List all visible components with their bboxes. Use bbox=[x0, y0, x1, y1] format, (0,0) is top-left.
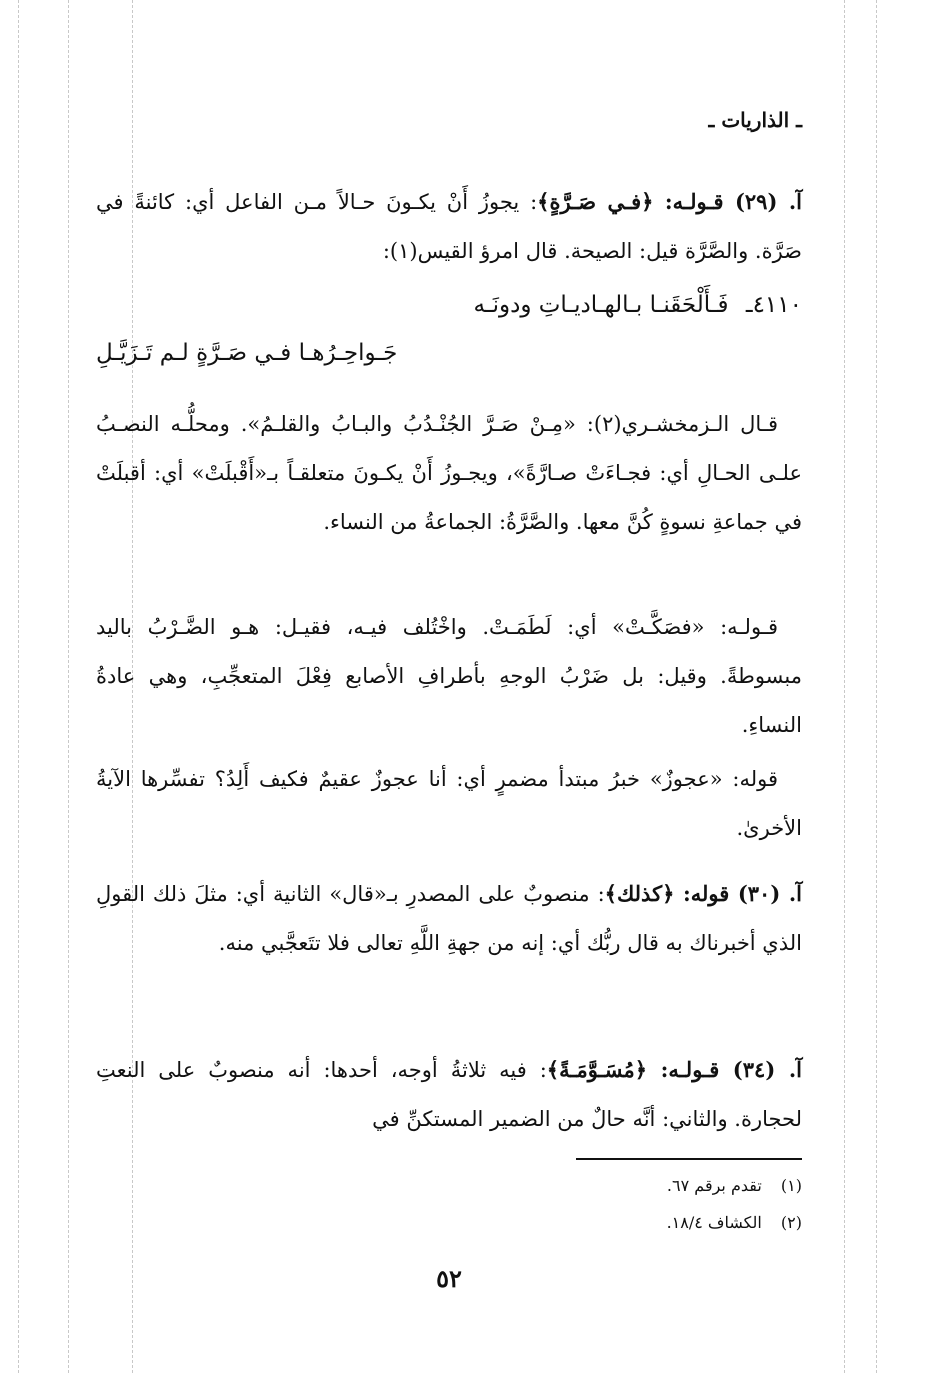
paragraph-ajuz bbox=[96, 755, 802, 853]
paragraph-text: قـال الـزمخشـري(٢): «مِـنْ صَـرَّ الجُنْـدُبُ والبـابُ والقلـمُ». ومحلُّـه النصـبُ علـى الحـالِ أي: فجـاءَتْ صـارَّةً»، ويجـوزُ أَنْ يكـونَ متعلقـاً بـ«أَقْبلَتْ» أي: أقبلَتْ في جماعةِ نسوةٍ كُنَّ معها. والصَّرَّةُ: الجماعةُ من النساء. bbox=[96, 412, 802, 534]
paragraph-fasakkat bbox=[96, 603, 802, 750]
ayah-lead: آ. (٣٠) قوله: ﴿كذلك﴾ bbox=[604, 881, 802, 906]
scan-margin-line bbox=[18, 0, 19, 1373]
running-header: ـ الذاريات ـ bbox=[708, 108, 802, 132]
scan-margin-line bbox=[844, 0, 845, 1373]
ayah-lead: آ. (٢٩) قـولـه: ﴿فـي صَـرَّةٍ﴾ bbox=[537, 189, 802, 214]
paragraph-ayah-30 bbox=[96, 869, 802, 968]
footnote-number: (٢) bbox=[780, 1213, 802, 1232]
scan-margin-line bbox=[68, 0, 69, 1373]
paragraph-ayah-34 bbox=[96, 1045, 802, 1144]
paragraph-ayah-29 bbox=[96, 177, 802, 276]
footnote-2 bbox=[667, 1213, 802, 1232]
verse-number: ٤١١٠ـ bbox=[745, 292, 802, 318]
footnote-text: تقدم برقم ٦٧. bbox=[666, 1176, 762, 1195]
verse-hemistich-2: جَـواحِـرُهـا فـي صَـرَّةٍ لـم تَـزَيَّـلِ bbox=[96, 340, 398, 366]
footnote-text: الكشاف ١٨/٤. bbox=[666, 1213, 762, 1232]
scan-margin-line bbox=[876, 0, 877, 1373]
paragraph-text: : فيه ثلاثةُ أوجه، أحدها: أنه منصوبٌ على النعتِ لحجارة. والثاني: أنَّه حالٌ من الضمير المستكنِّ في bbox=[96, 1058, 802, 1131]
paragraph-text: قوله: «عجوزٌ» خبرُ مبتدأ مضمرٍ أي: أنا عجوزٌ عقيمٌ فكيف أَلِدُ؟ تفسِّرها الآيةُ الأخرىٰ. bbox=[96, 767, 802, 840]
paragraph-text: : منصوبٌ على المصدرِ بـ«قال» الثانية أي: مثلَ ذلك القولِ الذي أخبرناك به قال ربُّك أي: إنه من جهةِ اللَّهِ تعالى فلا تتَعجَّبي منه. bbox=[96, 882, 802, 955]
paragraph-zamakhshari bbox=[96, 400, 802, 547]
footnote-number: (١) bbox=[780, 1176, 802, 1195]
paragraph-text: قـولـه: «فصَكَّـتْ» أي: لَطَمَـتْ. واخْتُلف فيـه، فقيـل: هـو الضَّـرْبُ باليد مبسوطةً. وقيل: بل ضَرْبُ الوجهِ بأطرافِ الأصابع فِعْلَ المتعجِّبِ، وهي عادةُ النساءِ. bbox=[96, 615, 802, 737]
ayah-lead: آ. (٣٤) قـولـه: ﴿مُسَـوَّمَـةً﴾ bbox=[546, 1057, 802, 1082]
page-number: ٥٢ bbox=[436, 1264, 462, 1293]
poetry-verse-first-line bbox=[474, 292, 803, 318]
footnote-divider bbox=[576, 1158, 802, 1160]
verse-hemistich-1: فَـأَلْحَقَنـا بـالهـاديـاتِ ودونَـه bbox=[473, 292, 729, 318]
poetry-verse-second-line bbox=[96, 340, 397, 366]
paragraph-text: : يجوزُ أَنْ يكـونَ حـالاً مـن الفاعل أي: كائنةً في صَرَّة. والصَّرَّة قيل: الصيحة. قال امرؤ القيس(١): bbox=[96, 190, 802, 263]
footnote-1 bbox=[667, 1176, 802, 1195]
